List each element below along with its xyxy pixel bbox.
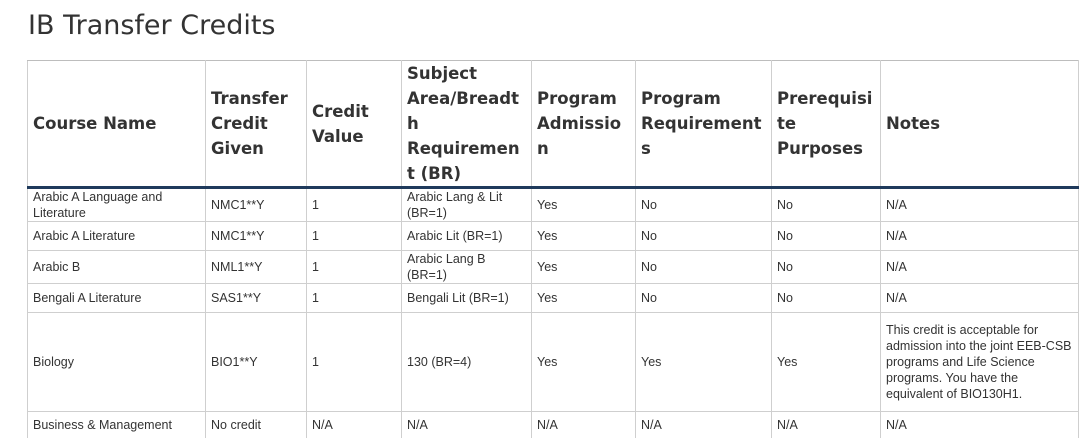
subject-area-cell: Bengali Lit (BR=1) [402, 284, 532, 313]
credit-value-cell: 1 [307, 284, 402, 313]
program-admission-cell: Yes [532, 313, 636, 412]
subject-area-cell: Arabic Lit (BR=1) [402, 222, 532, 251]
program-admission-cell: Yes [532, 188, 636, 222]
notes-cell: N/A [881, 284, 1079, 313]
prerequisite-purposes-cell: No [772, 284, 881, 313]
table-row [28, 412, 1079, 439]
course-name-cell: Arabic A Language and Literature [28, 188, 206, 222]
program-requirements-cell: N/A [636, 412, 772, 439]
table-row [28, 313, 1079, 412]
transfer-credit-cell: BIO1**Y [206, 313, 307, 412]
page-title: IB Transfer Credits [28, 10, 276, 41]
subject-area-cell: 130 (BR=4) [402, 313, 532, 412]
header-credit-value: Credit Value [307, 61, 402, 188]
course-name-cell: Business & Management [28, 412, 206, 439]
subject-area-cell: Arabic Lang & Lit (BR=1) [402, 188, 532, 222]
course-name-cell: Biology [28, 313, 206, 412]
header-prerequisite-purposes: Prerequisite Purposes [772, 61, 881, 188]
program-requirements-cell: No [636, 222, 772, 251]
program-admission-cell: Yes [532, 222, 636, 251]
program-admission-cell: Yes [532, 251, 636, 284]
course-name-cell: Arabic B [28, 251, 206, 284]
transfer-credit-cell: NMC1**Y [206, 222, 307, 251]
header-transfer-credit-given: Transfer Credit Given [206, 61, 307, 188]
prerequisite-purposes-cell: No [772, 188, 881, 222]
header-course-name: Course Name [28, 61, 206, 188]
header-program-admission: Program Admission [532, 61, 636, 188]
notes-cell: This credit is acceptable for admission into the joint EEB-CSB programs and Life Science programs. You have the equivalent of BIO130H1. [881, 313, 1079, 412]
credit-value-cell: 1 [307, 251, 402, 284]
prerequisite-purposes-cell: No [772, 251, 881, 284]
prerequisite-purposes-cell: No [772, 222, 881, 251]
transfer-credit-cell: SAS1**Y [206, 284, 307, 313]
credit-value-cell: 1 [307, 313, 402, 412]
notes-cell: N/A [881, 188, 1079, 222]
table-row [28, 222, 1079, 251]
program-requirements-cell: Yes [636, 313, 772, 412]
credit-value-cell: N/A [307, 412, 402, 439]
notes-cell: N/A [881, 251, 1079, 284]
course-name-cell: Arabic A Literature [28, 222, 206, 251]
table-row [28, 284, 1079, 313]
subject-area-cell: Arabic Lang B (BR=1) [402, 251, 532, 284]
transfer-credits-table [27, 60, 1079, 438]
credit-value-cell: 1 [307, 222, 402, 251]
header-subject-area: Subject Area/Breadth Requirement (BR) [402, 61, 532, 188]
transfer-credit-cell: NML1**Y [206, 251, 307, 284]
program-admission-cell: Yes [532, 284, 636, 313]
table-header-row [28, 61, 1079, 188]
credit-value-cell: 1 [307, 188, 402, 222]
program-requirements-cell: No [636, 284, 772, 313]
header-program-requirements: Program Requirements [636, 61, 772, 188]
subject-area-cell: N/A [402, 412, 532, 439]
course-name-cell: Bengali A Literature [28, 284, 206, 313]
program-requirements-cell: No [636, 188, 772, 222]
program-requirements-cell: No [636, 251, 772, 284]
table-row [28, 188, 1079, 222]
transfer-credit-cell: No credit [206, 412, 307, 439]
prerequisite-purposes-cell: Yes [772, 313, 881, 412]
table-row [28, 251, 1079, 284]
transfer-credit-cell: NMC1**Y [206, 188, 307, 222]
prerequisite-purposes-cell: N/A [772, 412, 881, 439]
notes-cell: N/A [881, 412, 1079, 439]
program-admission-cell: N/A [532, 412, 636, 439]
notes-cell: N/A [881, 222, 1079, 251]
header-notes: Notes [881, 61, 1079, 188]
